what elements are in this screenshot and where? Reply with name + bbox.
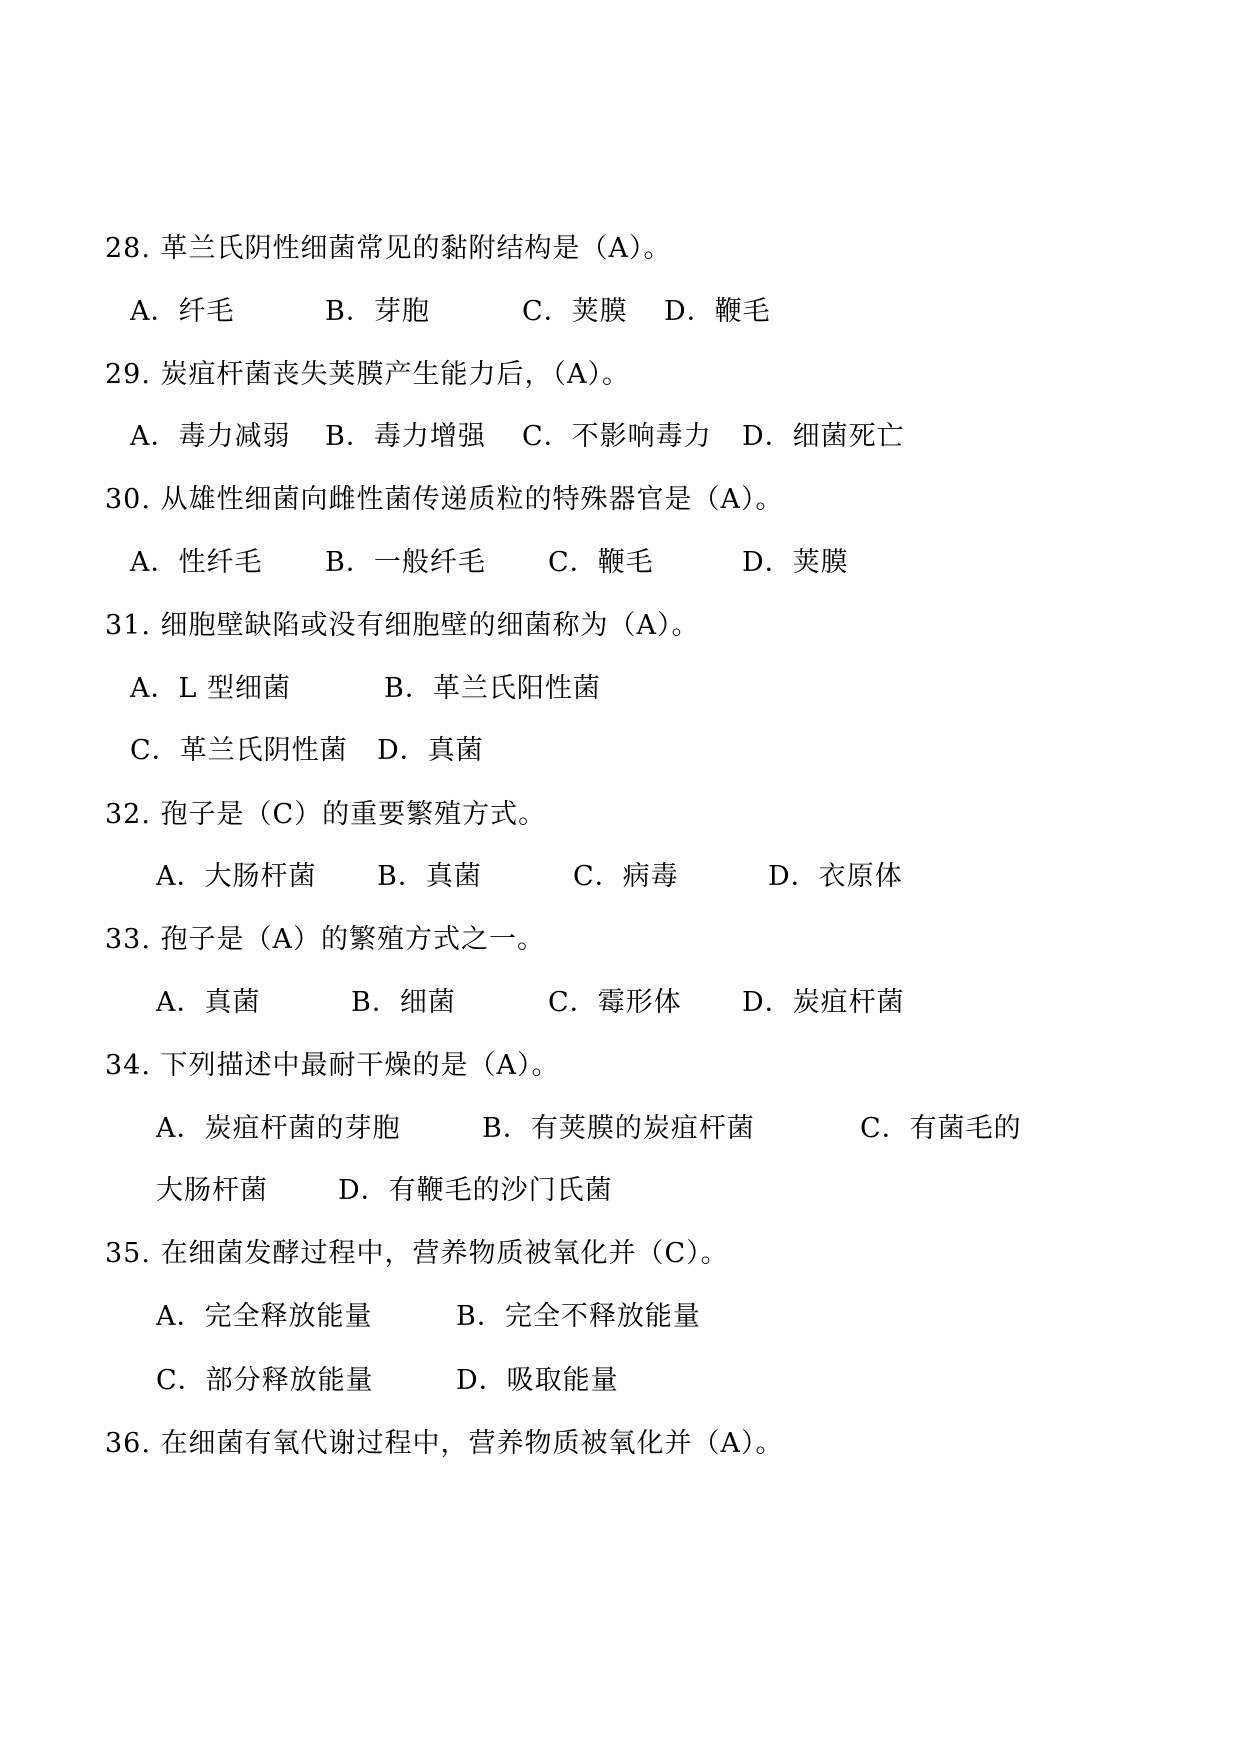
question-34-option-b: B．有荚膜的炭疽杆菌 <box>482 1113 755 1144</box>
question-30-option-b: B．一般纤毛 <box>325 547 486 578</box>
question-29-option-a: A．毒力减弱 <box>130 421 291 452</box>
question-34-option-a: A．炭疽杆菌的芽胞 <box>156 1113 401 1144</box>
question-29-option-c: C．不影响毒力 <box>522 421 712 452</box>
question-34-option-c-continued: 大肠杆菌 <box>156 1175 268 1206</box>
question-32-option-b: B．真菌 <box>377 861 482 892</box>
question-35-option-b: B．完全不释放能量 <box>456 1301 701 1332</box>
question-35-option-d: D．吸取能量 <box>456 1365 619 1396</box>
question-33-option-d: D．炭疽杆菌 <box>742 987 905 1018</box>
question-31-stem: 31. 细胞壁缺陷或没有细胞壁的细菌称为（A）。 <box>105 610 700 641</box>
question-32-option-a: A．大肠杆菌 <box>156 861 317 892</box>
question-34-option-d: D．有鞭毛的沙门氏菌 <box>338 1175 613 1206</box>
question-33-option-a: A．真菌 <box>156 987 261 1018</box>
question-33-option-c: C．霉形体 <box>548 987 682 1018</box>
question-36-stem: 36. 在细菌有氧代谢过程中，营养物质被氧化并（A）。 <box>105 1428 784 1459</box>
question-35-stem: 35. 在细菌发酵过程中，营养物质被氧化并（C）。 <box>105 1238 729 1269</box>
question-28-stem: 28. 革兰氏阴性细菌常见的黏附结构是（A）。 <box>105 233 672 264</box>
question-33-option-b: B．细菌 <box>351 987 456 1018</box>
question-28-option-b: B．芽胞 <box>325 296 430 327</box>
question-29-option-d: D．细菌死亡 <box>742 421 905 452</box>
question-31-option-c: C．革兰氏阴性菌 <box>130 735 348 766</box>
question-30-option-c: C．鞭毛 <box>548 547 654 578</box>
question-34-stem: 34. 下列描述中最耐干燥的是（A）。 <box>105 1050 560 1081</box>
question-32-stem: 32. 孢子是（C）的重要繁殖方式。 <box>105 799 547 830</box>
question-30-option-a: A．性纤毛 <box>130 547 263 578</box>
question-28-option-d: D．鞭毛 <box>664 296 771 327</box>
question-29-option-b: B．毒力增强 <box>325 421 486 452</box>
question-31-option-d: D．真菌 <box>377 735 484 766</box>
question-35-option-a: A．完全释放能量 <box>156 1301 373 1332</box>
question-32-option-c: C．病毒 <box>573 861 679 892</box>
question-31-option-b: B．革兰氏阳性菌 <box>384 673 601 704</box>
question-35-option-c: C．部分释放能量 <box>156 1365 374 1396</box>
question-29-stem: 29. 炭疽杆菌丧失荚膜产生能力后，（A）。 <box>105 359 631 390</box>
question-31-option-a: A．L 型细菌 <box>130 673 292 704</box>
question-32-option-d: D．衣原体 <box>768 861 903 892</box>
question-34-option-c: C．有菌毛的 <box>860 1113 1022 1144</box>
question-30-stem: 30. 从雄性细菌向雌性菌传递质粒的特殊器官是（A）。 <box>105 484 784 515</box>
question-28-option-a: A．纤毛 <box>130 296 235 327</box>
question-28-option-c: C．荚膜 <box>522 296 628 327</box>
question-33-stem: 33. 孢子是（A）的繁殖方式之一。 <box>105 924 546 955</box>
question-30-option-d: D．荚膜 <box>742 547 849 578</box>
